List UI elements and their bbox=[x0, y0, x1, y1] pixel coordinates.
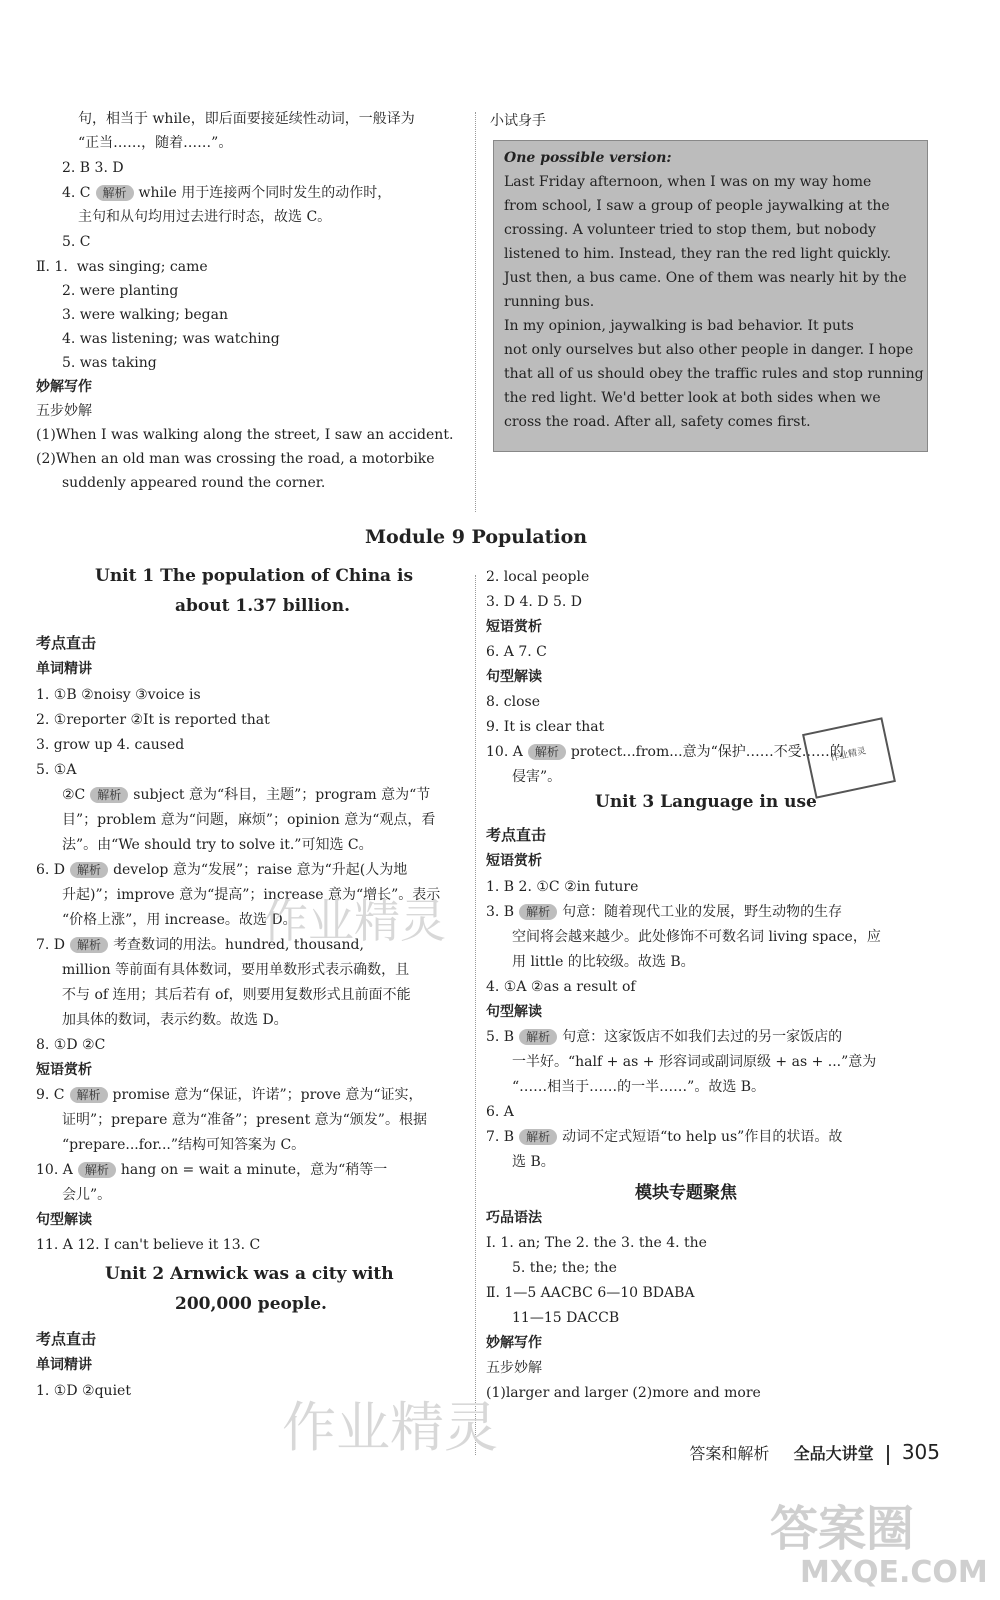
essay-line: cross the road. After all, safety comes first. bbox=[504, 414, 811, 430]
answer-line bbox=[486, 741, 844, 763]
section-heading: 考点直击 bbox=[486, 826, 547, 844]
footer-label: 答案和解析 bbox=[689, 1444, 770, 1463]
unit-title: Unit 3 Language in use bbox=[595, 792, 817, 812]
answer-line: Ⅱ. 1—5 AACBC 6—10 BDABA bbox=[486, 1285, 695, 1301]
text-line: 会儿”。 bbox=[62, 1187, 112, 1203]
watermark-stamp bbox=[802, 717, 896, 799]
analysis-text: protect...from...意为“保护……不受……的 bbox=[570, 744, 844, 760]
unit-title: 200,000 people. bbox=[175, 1294, 327, 1314]
text-line: “……相当于……的一半……”。故选 B。 bbox=[512, 1079, 766, 1095]
corner-logo: 答案圈 bbox=[770, 1501, 915, 1557]
answer-number: 9. C bbox=[36, 1087, 65, 1103]
section-heading: 妙解写作 bbox=[486, 1335, 542, 1351]
text-line: 用 little 的比较级。故选 B。 bbox=[512, 954, 695, 970]
unit-title: Unit 2 Arnwick was a city with bbox=[105, 1264, 394, 1284]
answer-number: 10. A bbox=[486, 744, 523, 760]
essay-line: In my opinion, jaywalking is bad behavior. It puts bbox=[504, 318, 854, 334]
analysis-tag: 解析 bbox=[519, 1029, 557, 1045]
text-line: 加具体的数词，表示约数。故选 D。 bbox=[62, 1012, 288, 1028]
answer-line: 11—15 DACCB bbox=[512, 1310, 620, 1326]
section-number: Ⅱ. 1. bbox=[36, 259, 68, 275]
text-line: 一半好。“half + as + 形容词或副词原级 + as + ...”意为 bbox=[512, 1054, 877, 1070]
answer-number: 7. D bbox=[36, 937, 66, 953]
answer-line: 4. ①A ②as a result of bbox=[486, 979, 636, 995]
analysis-tag: 解析 bbox=[519, 904, 557, 920]
answer-line: 2. local people bbox=[486, 569, 590, 585]
section-heading: 小试身手 bbox=[490, 113, 546, 129]
answer-number: 7. B bbox=[486, 1129, 515, 1145]
essay-line: listened to him. Instead, they ran the red light quickly. bbox=[504, 246, 892, 262]
answer-line: (1)larger and larger (2)more and more bbox=[486, 1385, 761, 1401]
corner-logo-url: MXQE.COM bbox=[800, 1555, 988, 1590]
answer-line: 1. ①B ②noisy ③voice is bbox=[36, 687, 201, 703]
analysis-text: 动词不定式短语“to help us”作目的状语。故 bbox=[562, 1129, 843, 1145]
answer-line bbox=[36, 1084, 423, 1106]
section-heading: 短语赏析 bbox=[486, 619, 542, 635]
text-line: 不与 of 连用；其后若有 of，则要用复数形式且前面不能 bbox=[62, 987, 411, 1003]
answer-number: ②C bbox=[62, 787, 86, 803]
page-number: 305 bbox=[901, 1440, 940, 1464]
subsection-heading: 五步妙解 bbox=[486, 1360, 542, 1376]
text-line: 选 B。 bbox=[512, 1154, 555, 1170]
essay-line: the red light. We'd better look at both sides when we bbox=[504, 390, 881, 406]
section-heading: 句型解读 bbox=[486, 1004, 542, 1020]
answer-number: 10. A bbox=[36, 1162, 73, 1178]
text-line: “价格上涨”，用 increase。故选 D。 bbox=[62, 912, 297, 928]
answer-line: 8. close bbox=[486, 694, 541, 710]
section-heading: 单词精讲 bbox=[36, 661, 92, 677]
answer-line: 11. A 12. I can't believe it 13. C bbox=[36, 1237, 261, 1253]
section-heading: 句型解读 bbox=[36, 1212, 92, 1228]
section-heading: 考点直击 bbox=[36, 1330, 97, 1348]
brand-label: 全品大讲堂 bbox=[793, 1444, 874, 1463]
answer-line: Ⅰ. 1. an; The 2. the 3. the 4. the bbox=[486, 1235, 707, 1251]
analysis-text: while 用于连接两个同时发生的动作时， bbox=[138, 185, 392, 201]
answer-line: 3. grow up 4. caused bbox=[36, 737, 185, 753]
analysis-text: develop 意为“发展”；raise 意为“升起(人为地 bbox=[113, 862, 408, 878]
section-heading: 句型解读 bbox=[486, 669, 542, 685]
essay-line: crossing. A volunteer tried to stop them, but nobody bbox=[504, 222, 876, 238]
essay-line: Last Friday afternoon, when I was on my way home bbox=[504, 174, 872, 190]
subsection-heading: 五步妙解 bbox=[36, 403, 92, 419]
sample-essay-box bbox=[493, 140, 928, 452]
analysis-tag: 解析 bbox=[70, 937, 108, 953]
unit-title: about 1.37 billion. bbox=[175, 596, 351, 616]
answer-text: was singing; came bbox=[76, 259, 208, 275]
text-line: (2)When an old man was crossing the road, a motorbike bbox=[36, 451, 435, 467]
analysis-tag: 解析 bbox=[78, 1162, 116, 1178]
answer-line: 2. ①reporter ②It is reported that bbox=[36, 712, 270, 728]
answer-line: 6. A 7. C bbox=[486, 644, 547, 660]
essay-line: that all of us should obey the traffic rules and stop running bbox=[504, 366, 924, 382]
section-heading: 巧品语法 bbox=[486, 1210, 542, 1226]
section-heading: 单词精讲 bbox=[36, 1357, 92, 1373]
analysis-text: 句意：这家饭店不如我们去过的另一家饭店的 bbox=[562, 1029, 843, 1045]
text-line: 证明”；prepare 意为“准备”；present 意为“颁发”。根据 bbox=[62, 1112, 427, 1128]
watermark: 作业精灵 bbox=[262, 894, 446, 948]
analysis-tag: 解析 bbox=[70, 1087, 108, 1103]
section-title: 模块专题聚焦 bbox=[635, 1183, 737, 1203]
stamp-text: 作业精灵 bbox=[829, 746, 868, 764]
analysis-tag: 解析 bbox=[519, 1129, 557, 1145]
answer-line bbox=[36, 859, 407, 881]
text-line: (1)When I was walking along the street, I saw an accident. bbox=[36, 427, 454, 443]
answer-number: 6. D bbox=[36, 862, 66, 878]
answer-line bbox=[36, 256, 208, 278]
module-title: Module 9 Population bbox=[365, 526, 588, 548]
analysis-text: 考查数词的用法。hundred, thousand, bbox=[113, 937, 364, 953]
text-line: 侵害”。 bbox=[512, 769, 562, 785]
analysis-text: 句意：随着现代工业的发展，野生动物的生存 bbox=[562, 904, 843, 920]
section-heading: 短语赏析 bbox=[36, 1062, 92, 1078]
answer-number: 4. C bbox=[62, 185, 91, 201]
section-heading: 考点直击 bbox=[36, 634, 97, 652]
answer-line bbox=[486, 1126, 842, 1148]
answer-line: 8. ①D ②C bbox=[36, 1037, 106, 1053]
unit-title: Unit 1 The population of China is bbox=[95, 566, 414, 586]
text-line: “正当……，随着……”。 bbox=[78, 135, 233, 151]
answer-line bbox=[62, 182, 391, 204]
section-heading: 短语赏析 bbox=[486, 853, 542, 869]
column-divider bbox=[475, 112, 477, 512]
analysis-text: subject 意为“科目，主题”；program 意为“节 bbox=[133, 787, 431, 803]
analysis-tag: 解析 bbox=[90, 787, 128, 803]
text-line: 主句和从句均用过去进行时态，故选 C。 bbox=[78, 209, 332, 225]
analysis-tag: 解析 bbox=[528, 744, 566, 760]
answer-line: 2. were planting bbox=[62, 283, 179, 299]
essay-line: from school, I saw a group of people jaywalking at the bbox=[504, 198, 890, 214]
answer-line: 3. were walking; began bbox=[62, 307, 228, 323]
answer-line: 5. C bbox=[62, 234, 91, 250]
answer-number: 5. B bbox=[486, 1029, 515, 1045]
column-divider bbox=[475, 575, 477, 1455]
text-line: 升起)”；improve 意为“提高”；increase 意为“增长”。表示 bbox=[62, 887, 441, 903]
answer-line: 1. ①D ②quiet bbox=[36, 1383, 131, 1399]
answer-line: 3. D 4. D 5. D bbox=[486, 594, 582, 610]
text-line: 句，相当于 while，即后面要接延续性动词，一般译为 bbox=[78, 111, 415, 127]
answer-line: 1. B 2. ①C ②in future bbox=[486, 879, 639, 895]
answer-line bbox=[62, 784, 430, 806]
text-line: suddenly appeared round the corner. bbox=[62, 475, 326, 491]
essay-line: Just then, a bus came. One of them was nearly hit by the bbox=[504, 270, 907, 286]
text-line: 法”。由“We should try to solve it.”可知选 C。 bbox=[62, 837, 373, 853]
answer-line bbox=[36, 1159, 387, 1181]
section-heading: 妙解写作 bbox=[36, 379, 92, 395]
essay-line: not only ourselves but also other people in danger. I hope bbox=[504, 342, 914, 358]
answer-line: 2. B 3. D bbox=[62, 160, 124, 176]
answer-line: 5. was taking bbox=[62, 355, 157, 371]
footer-separator bbox=[887, 1445, 889, 1465]
text-line: 空间将会越来越少。此处修饰不可数名词 living space，应 bbox=[512, 929, 881, 945]
answer-line: 9. It is clear that bbox=[486, 719, 605, 735]
text-line: million 等前面有具体数词，要用单数形式表示确数，且 bbox=[62, 962, 410, 978]
analysis-text: hang on = wait a minute，意为“稍等一 bbox=[120, 1162, 388, 1178]
answer-line bbox=[486, 1026, 842, 1048]
text-line: “prepare...for...”结构可知答案为 C。 bbox=[62, 1137, 306, 1153]
page-footer bbox=[689, 1440, 940, 1465]
analysis-tag: 解析 bbox=[70, 862, 108, 878]
analysis-tag: 解析 bbox=[96, 185, 134, 201]
watermark: 作业精灵 bbox=[282, 1396, 498, 1459]
text-line: 目”；problem 意为“问题，麻烦”；opinion 意为“观点，看 bbox=[62, 812, 436, 828]
answer-line: 5. ①A bbox=[36, 762, 77, 778]
answer-line: 5. the; the; the bbox=[512, 1260, 617, 1276]
answer-number: 3. B bbox=[486, 904, 515, 920]
answer-line: 4. was listening; was watching bbox=[62, 331, 280, 347]
answer-line: 6. A bbox=[486, 1104, 514, 1120]
analysis-text: promise 意为“保证，许诺”；prove 意为“证实， bbox=[112, 1087, 423, 1103]
answer-line bbox=[486, 901, 842, 923]
essay-title: One possible version: bbox=[504, 150, 672, 166]
essay-line: running bus. bbox=[504, 294, 595, 310]
